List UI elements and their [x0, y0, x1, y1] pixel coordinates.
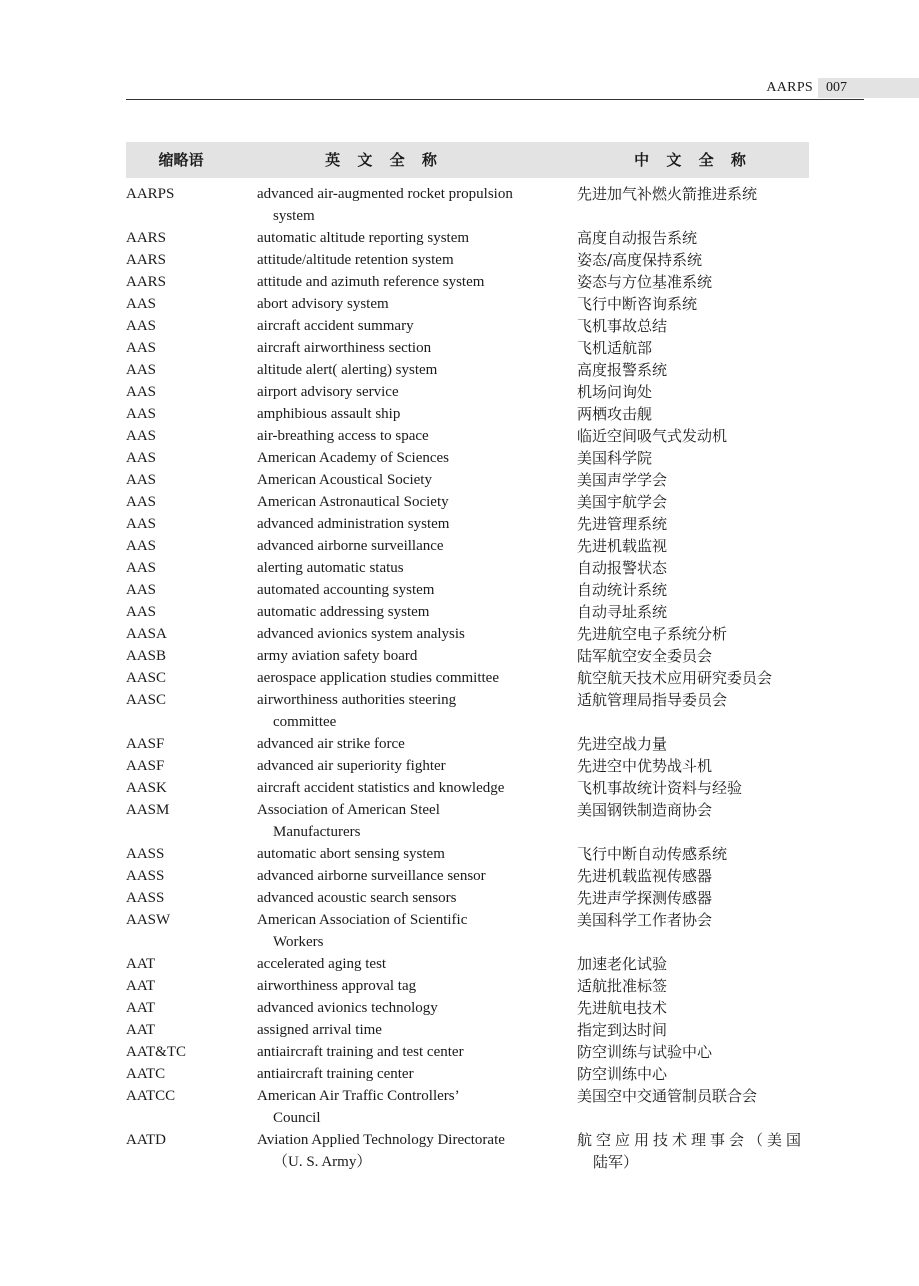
english-term-line: aircraft accident summary: [257, 318, 414, 334]
english-term-line: American Acoustical Society: [257, 472, 432, 488]
chinese-term-line: 姿态与方位基准系统: [577, 273, 713, 291]
english-term-cell: [257, 667, 547, 689]
table-row: [126, 271, 809, 293]
english-term-cell: [257, 293, 547, 315]
abbreviation-cell: AASC: [126, 670, 167, 686]
abbreviation-cell: AASM: [126, 802, 170, 818]
abbreviation-cell: AAS: [126, 560, 157, 576]
english-term-line: attitude/altitude retention system: [257, 252, 454, 268]
english-term-continuation: system: [273, 208, 315, 224]
abbreviation-cell: AARS: [126, 252, 167, 268]
chinese-term-line: 先进航电技术: [577, 999, 668, 1017]
english-term-line: abort advisory system: [257, 296, 389, 312]
table-row: [126, 381, 809, 403]
chinese-term-line: 自动寻址系统: [577, 603, 668, 621]
chinese-term-cell: [577, 337, 809, 359]
abbreviation-cell: AARS: [126, 274, 167, 290]
chinese-term-line: 先进机载监视传感器: [577, 867, 713, 885]
table-row: [126, 359, 809, 381]
english-term-cell: [257, 469, 547, 491]
chinese-term-line: 航空应用技术理事会（美国: [577, 1131, 806, 1149]
chinese-term-line: 自动报警状态: [577, 559, 668, 577]
chinese-term-cell: [577, 953, 809, 975]
english-term-cell: [257, 425, 547, 447]
abbreviation-cell: AAT: [126, 1000, 156, 1016]
chinese-term-line: 飞行中断咨询系统: [577, 295, 698, 313]
english-term-cell: [257, 1085, 547, 1129]
chinese-term-cell: [577, 425, 809, 447]
chinese-term-line: 飞行中断自动传感系统: [577, 845, 728, 863]
english-term-cell: [257, 381, 547, 403]
english-term-line: advanced airborne surveillance sensor: [257, 868, 486, 884]
english-term-line: advanced acoustic search sensors: [257, 890, 457, 906]
table-row: [126, 953, 809, 975]
english-term-continuation: Manufacturers: [273, 824, 361, 840]
chinese-term-line: 适航管理局指导委员会: [577, 691, 728, 709]
table-row: [126, 491, 809, 513]
chinese-term-cell: [577, 997, 809, 1019]
english-term-continuation: Workers: [273, 934, 324, 950]
chinese-term-cell: [577, 315, 809, 337]
chinese-term-line: 美国空中交通管制员联合会: [577, 1087, 758, 1105]
chinese-term-cell: [577, 843, 809, 865]
table-row: [126, 183, 809, 227]
abbreviation-cell: AAT&TC: [126, 1044, 186, 1060]
english-term-line: assigned arrival time: [257, 1022, 382, 1038]
chinese-term-cell: [577, 293, 809, 315]
chinese-term-line: 加速老化试验: [577, 955, 668, 973]
chinese-term-line: 机场问询处: [577, 383, 653, 401]
chinese-term-cell: [577, 227, 809, 249]
abbreviation-cell: AAS: [126, 450, 157, 466]
table-row: [126, 667, 809, 689]
abbreviation-table: [126, 183, 809, 1173]
english-term-line: Association of American Steel: [257, 802, 440, 818]
english-term-cell: [257, 975, 547, 997]
chinese-term-line: 陆军航空安全委员会: [577, 647, 713, 665]
english-term-line: aircraft accident statistics and knowledge: [257, 780, 505, 796]
english-term-line: automatic altitude reporting system: [257, 230, 470, 246]
english-term-cell: [257, 513, 547, 535]
chinese-term-line: 美国科学院: [577, 449, 653, 467]
chinese-term-cell: [577, 381, 809, 403]
chinese-term-line: 指定到达时间: [577, 1021, 668, 1039]
english-term-line: antiaircraft training center: [257, 1066, 414, 1082]
abbreviation-cell: AARS: [126, 230, 167, 246]
english-term-cell: [257, 953, 547, 975]
abbreviation-cell: AASS: [126, 890, 165, 906]
english-term-cell: [257, 491, 547, 513]
english-term-cell: [257, 249, 547, 271]
column-header-abbreviation: 缩略语: [158, 151, 204, 169]
abbreviation-cell: AAS: [126, 318, 157, 334]
table-row: [126, 535, 809, 557]
page-number: 007: [818, 78, 919, 98]
column-header-english: 英 文 全 称: [325, 151, 443, 169]
table-row: [126, 337, 809, 359]
english-term-cell: [257, 887, 547, 909]
english-term-cell: [257, 733, 547, 755]
chinese-term-line: 飞机适航部: [577, 339, 653, 357]
abbreviation-cell: AAS: [126, 494, 157, 510]
chinese-term-cell: [577, 733, 809, 755]
english-term-cell: [257, 315, 547, 337]
table-row: [126, 887, 809, 909]
english-term-cell: [257, 1019, 547, 1041]
chinese-term-continuation: 陆军）: [593, 1153, 639, 1171]
english-term-line: advanced air-augmented rocket propulsion: [257, 186, 513, 202]
english-term-line: amphibious assault ship: [257, 406, 401, 422]
chinese-term-line: 适航批准标签: [577, 977, 668, 995]
english-term-cell: [257, 601, 547, 623]
chinese-term-cell: [577, 183, 809, 205]
chinese-term-line: 高度报警系统: [577, 361, 668, 379]
running-head: [0, 78, 919, 98]
english-term-cell: [257, 403, 547, 425]
table-row: [126, 997, 809, 1019]
chinese-term-cell: [577, 645, 809, 667]
abbreviation-cell: AASS: [126, 868, 165, 884]
table-row: [126, 447, 809, 469]
chinese-term-cell: [577, 799, 809, 821]
english-term-line: advanced air strike force: [257, 736, 405, 752]
abbreviation-cell: AAS: [126, 406, 157, 422]
chinese-term-line: 先进航空电子系统分析: [577, 625, 728, 643]
english-term-cell: [257, 535, 547, 557]
chinese-term-line: 先进声学探测传感器: [577, 889, 713, 907]
chinese-term-cell: [577, 865, 809, 887]
english-term-cell: [257, 1041, 547, 1063]
table-row: [126, 733, 809, 755]
chinese-term-cell: [577, 513, 809, 535]
abbreviation-cell: AASF: [126, 736, 165, 752]
chinese-term-line: 飞机事故总结: [577, 317, 668, 335]
table-row: [126, 469, 809, 491]
chinese-term-line: 防空训练与试验中心: [577, 1043, 713, 1061]
table-row: [126, 293, 809, 315]
abbreviation-cell: AAS: [126, 538, 157, 554]
abbreviation-cell: AASC: [126, 692, 167, 708]
abbreviation-cell: AAT: [126, 956, 156, 972]
chinese-term-cell: [577, 1019, 809, 1041]
english-term-line: automatic abort sensing system: [257, 846, 445, 862]
english-term-line: automatic addressing system: [257, 604, 430, 620]
table-row: [126, 1041, 809, 1063]
table-row: [126, 865, 809, 887]
chinese-term-line: 先进加气补燃火箭推进系统: [577, 185, 758, 203]
table-row: [126, 755, 809, 777]
chinese-term-line: 高度自动报告系统: [577, 229, 698, 247]
abbreviation-cell: AASF: [126, 758, 165, 774]
chinese-term-cell: [577, 249, 809, 271]
english-term-line: advanced airborne surveillance: [257, 538, 444, 554]
table-row: [126, 425, 809, 447]
english-term-cell: [257, 843, 547, 865]
chinese-term-line: 临近空间吸气式发动机: [577, 427, 728, 445]
chinese-term-cell: [577, 557, 809, 579]
chinese-term-line: 先进空中优势战斗机: [577, 757, 713, 775]
english-term-cell: [257, 271, 547, 293]
table-row: [126, 249, 809, 271]
table-header: [126, 142, 809, 178]
table-row: [126, 557, 809, 579]
english-term-cell: [257, 689, 547, 733]
abbreviation-cell: AAT: [126, 978, 156, 994]
english-term-cell: [257, 1129, 547, 1173]
english-term-line: automated accounting system: [257, 582, 435, 598]
chinese-term-line: 美国钢铁制造商协会: [577, 801, 713, 819]
column-header-chinese: 中 文 全 称: [634, 151, 752, 169]
english-term-line: air-breathing access to space: [257, 428, 429, 444]
english-term-cell: [257, 447, 547, 469]
chinese-term-cell: [577, 359, 809, 381]
chinese-term-line: 美国科学工作者协会: [577, 911, 713, 929]
abbreviation-cell: AASB: [126, 648, 167, 664]
table-row: [126, 513, 809, 535]
table-row: [126, 315, 809, 337]
table-row: [126, 579, 809, 601]
chinese-term-line: 美国宇航学会: [577, 493, 668, 511]
table-row: [126, 1129, 809, 1173]
table-row: [126, 227, 809, 249]
english-term-cell: [257, 359, 547, 381]
chinese-term-cell: [577, 755, 809, 777]
chinese-term-cell: [577, 447, 809, 469]
english-term-line: altitude alert( alerting) system: [257, 362, 438, 378]
abbreviation-cell: AATC: [126, 1066, 166, 1082]
table-row: [126, 601, 809, 623]
chinese-term-line: 防空训练中心: [577, 1065, 668, 1083]
english-term-line: attitude and azimuth reference system: [257, 274, 485, 290]
english-term-line: aircraft airworthiness section: [257, 340, 432, 356]
english-term-line: American Association of Scientific: [257, 912, 468, 928]
abbreviation-cell: AAS: [126, 296, 157, 312]
table-row: [126, 645, 809, 667]
chinese-term-cell: [577, 1063, 809, 1085]
chinese-term-cell: [577, 601, 809, 623]
english-term-line: aerospace application studies committee: [257, 670, 499, 686]
chinese-term-line: 航空航天技术应用研究委员会: [577, 669, 773, 687]
table-row: [126, 909, 809, 953]
english-term-line: advanced administration system: [257, 516, 450, 532]
chinese-term-cell: [577, 271, 809, 293]
english-term-continuation: （U. S. Army）: [273, 1154, 372, 1170]
chinese-term-cell: [577, 403, 809, 425]
chinese-term-cell: [577, 689, 809, 711]
english-term-cell: [257, 755, 547, 777]
abbreviation-cell: AAS: [126, 384, 157, 400]
english-term-line: antiaircraft training and test center: [257, 1044, 464, 1060]
chinese-term-line: 先进管理系统: [577, 515, 668, 533]
abbreviation-cell: AASS: [126, 846, 165, 862]
chinese-term-line: 飞机事故统计资料与经验: [577, 779, 743, 797]
table-row: [126, 1085, 809, 1129]
abbreviation-cell: AAS: [126, 362, 157, 378]
header-rule: [126, 99, 864, 100]
english-term-cell: [257, 777, 547, 799]
english-term-line: American Astronautical Society: [257, 494, 449, 510]
abbreviation-cell: AATD: [126, 1132, 166, 1148]
english-term-cell: [257, 623, 547, 645]
chinese-term-line: 先进机载监视: [577, 537, 668, 555]
abbreviation-cell: AAS: [126, 604, 157, 620]
chinese-term-cell: [577, 491, 809, 513]
table-row: [126, 1063, 809, 1085]
chinese-term-line: 两栖攻击舰: [577, 405, 653, 423]
english-term-line: airport advisory service: [257, 384, 399, 400]
english-term-cell: [257, 337, 547, 359]
english-term-cell: [257, 183, 547, 227]
english-term-continuation: Council: [273, 1110, 321, 1126]
english-term-line: advanced avionics technology: [257, 1000, 438, 1016]
english-term-line: alerting automatic status: [257, 560, 404, 576]
abbreviation-cell: AARPS: [126, 186, 175, 202]
abbreviation-cell: AAS: [126, 340, 157, 356]
abbreviation-cell: AAT: [126, 1022, 156, 1038]
english-term-line: advanced air superiority fighter: [257, 758, 446, 774]
chinese-term-cell: [577, 623, 809, 645]
chinese-term-cell: [577, 975, 809, 997]
english-term-continuation: committee: [273, 714, 337, 730]
abbreviation-cell: AAS: [126, 428, 157, 444]
abbreviation-cell: AATCC: [126, 1088, 176, 1104]
chinese-term-line: 先进空战力量: [577, 735, 668, 753]
english-term-cell: [257, 997, 547, 1019]
abbreviation-cell: AASK: [126, 780, 167, 796]
chinese-term-cell: [577, 887, 809, 909]
english-term-cell: [257, 579, 547, 601]
english-term-line: airworthiness approval tag: [257, 978, 417, 994]
table-row: [126, 1019, 809, 1041]
chinese-term-cell: [577, 579, 809, 601]
chinese-term-line: 美国声学学会: [577, 471, 668, 489]
table-row: [126, 689, 809, 733]
chinese-term-cell: [577, 1041, 809, 1063]
english-term-cell: [257, 1063, 547, 1085]
english-term-line: advanced avionics system analysis: [257, 626, 465, 642]
chinese-term-cell: [577, 909, 809, 931]
english-term-cell: [257, 557, 547, 579]
table-row: [126, 843, 809, 865]
table-row: [126, 623, 809, 645]
table-row: [126, 403, 809, 425]
english-term-line: airworthiness authorities steering: [257, 692, 457, 708]
table-row: [126, 975, 809, 997]
english-term-cell: [257, 865, 547, 887]
english-term-cell: [257, 645, 547, 667]
table-row: [126, 777, 809, 799]
chinese-term-cell: [577, 1085, 809, 1107]
chinese-term-cell: [577, 469, 809, 491]
abbreviation-cell: AASW: [126, 912, 171, 928]
english-term-line: American Academy of Sciences: [257, 450, 450, 466]
abbreviation-cell: AAS: [126, 472, 157, 488]
english-term-line: accelerated aging test: [257, 956, 387, 972]
abbreviation-cell: AASA: [126, 626, 167, 642]
chinese-term-line: 自动统计系统: [577, 581, 668, 599]
chinese-term-line: 姿态/高度保持系统: [577, 251, 703, 269]
abbreviation-cell: AAS: [126, 516, 157, 532]
chinese-term-cell: [577, 1129, 809, 1173]
english-term-line: American Air Traffic Controllers’: [257, 1088, 460, 1104]
english-term-line: Aviation Applied Technology Directorate: [257, 1132, 505, 1148]
english-term-cell: [257, 227, 547, 249]
chinese-term-cell: [577, 777, 809, 799]
running-head-abbreviation: AARPS: [766, 80, 813, 95]
chinese-term-cell: [577, 667, 809, 689]
english-term-line: army aviation safety board: [257, 648, 418, 664]
chinese-term-cell: [577, 535, 809, 557]
abbreviation-cell: AAS: [126, 582, 157, 598]
english-term-cell: [257, 909, 547, 953]
table-row: [126, 799, 809, 843]
english-term-cell: [257, 799, 547, 843]
